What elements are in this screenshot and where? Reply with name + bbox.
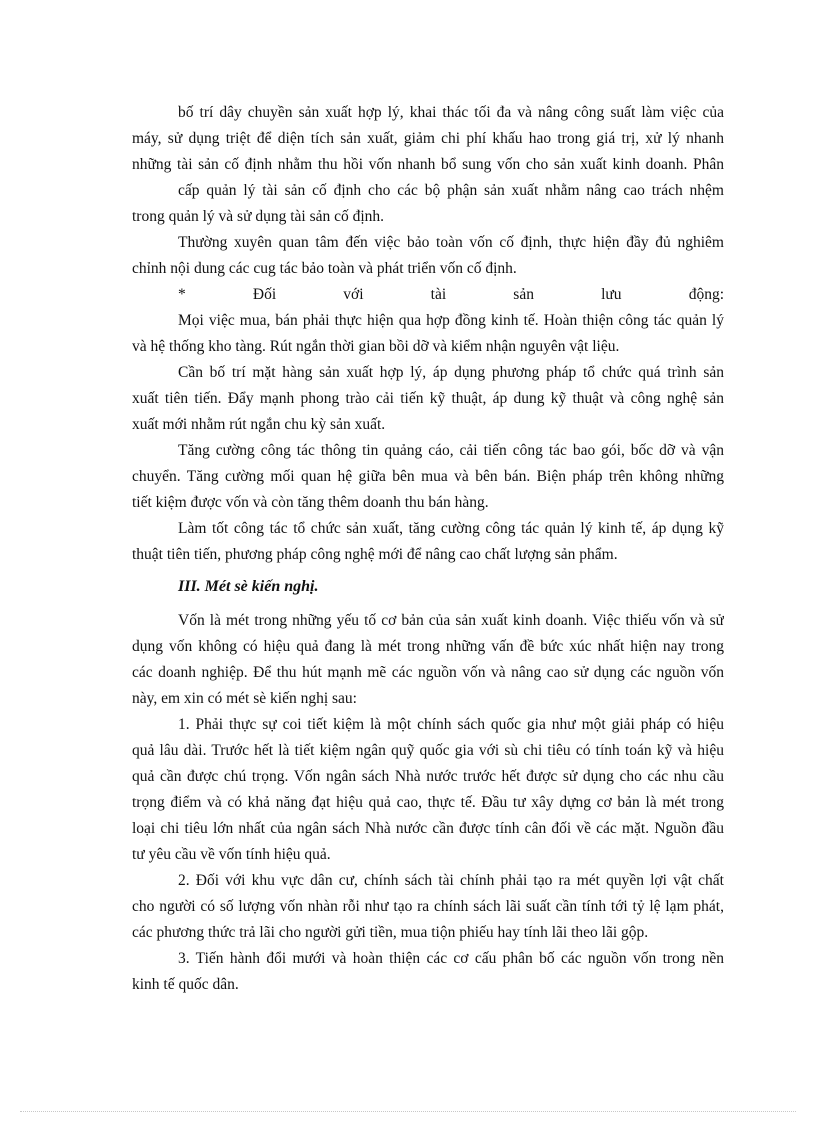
text-line: 3. Tiến hành đổi mưới và hoàn thiện các cơ cấu phân bố các nguồn vốn trong nền bbox=[178, 950, 724, 967]
text-line: Thường xuyên quan tâm đến việc bảo toàn vốn cố định, thực hiện đầy đủ nghiêm bbox=[178, 234, 724, 251]
text-line: kinh tế quốc dân. bbox=[132, 976, 239, 993]
text-line: trọng điểm và có khả năng đạt hiệu quả cao, thực tế. Đầu tư xây dựng cơ bản là mét trong bbox=[132, 794, 724, 811]
text-line: quả cần được chú trọng. Vốn ngân sách Nhà nước trước hết được sử dụng cho các nhu cầu bbox=[132, 768, 724, 785]
text-line: dụng vốn không có hiệu quả đang là mét trong những vấn đề bức xúc nhất hiện nay trong bbox=[132, 638, 724, 655]
text-line: những tài sản cố định nhằm thu hồi vốn nhanh bổ sung vốn cho sản xuất kinh doanh. Phân bbox=[132, 156, 724, 173]
text-line: xuất mới nhằm rút ngắn chu kỳ sản xuất. bbox=[132, 416, 386, 433]
text-line: các doanh nghiệp. Để thu hút mạnh mẽ các nguồn vốn và nâng cao sử dụng các nguồn vốn bbox=[132, 664, 724, 681]
text-line: tư yêu cầu về vốn tính hiệu quả. bbox=[132, 846, 331, 863]
text-line: xuất tiên tiến. Đẩy mạnh phong trào cải tiến kỹ thuật, áp dung kỹ thuật và công nghệ sản bbox=[132, 390, 724, 407]
text-line: loại chi tiêu lớn nhất của ngân sách Nhà nước cần được tính cân đối về các mặt. Nguồn đầu bbox=[132, 820, 724, 837]
text-line: trong quản lý và sử dụng tài sản cố định. bbox=[132, 208, 385, 225]
text-line: máy, sử dụng triệt để diện tích sản xuất, giảm chi phí khấu hao trong giá trị, xử lý nhanh bbox=[132, 130, 724, 147]
text-line: chỉnh nội dung các cug tác bảo toàn và phát triển vốn cố định. bbox=[132, 260, 517, 277]
text-line: 2. Đối với khu vực dân cư, chính sách tài chính phải tạo ra mét quyền lợi vật chất bbox=[178, 872, 724, 889]
text-line: quả lâu dài. Trước hết là tiết kiệm ngân quỹ quốc gia với sù chi tiêu có tính toán kỹ và hiệu bbox=[132, 742, 724, 759]
text-line: các phương thức trả lãi cho người gửi tiền, mua tiộn phiếu hay tính lãi theo lãi gộp. bbox=[132, 924, 649, 941]
text-line: cấp quản lý tài sản cố định cho các bộ phận sản xuất nhằm nâng cao trách nhệm bbox=[178, 182, 724, 199]
text-line: * Đối với tài sản lưu động: bbox=[178, 286, 724, 303]
text-line: Cần bố trí mặt hàng sản xuất hợp lý, áp dụng phương pháp tổ chức quá trình sản bbox=[178, 364, 724, 381]
page-bottom-divider bbox=[20, 1111, 796, 1112]
text-line: này, em xin có mét sè kiến nghị sau: bbox=[132, 690, 357, 707]
text-line: chuyển. Tăng cường mối quan hệ giữa bên mua và bên bán. Biện pháp trên không những bbox=[132, 468, 724, 485]
text-line: Làm tốt công tác tổ chức sản xuất, tăng cường công tác quản lý kinh tế, áp dụng kỹ bbox=[178, 520, 724, 537]
text-line: Tăng cường công tác thông tin quảng cáo, cải tiến công tác bao gói, bốc dỡ và vận bbox=[178, 442, 724, 459]
text-line: bố trí dây chuyền sản xuất hợp lý, khai thác tối đa và nâng công suất làm việc của bbox=[178, 104, 724, 121]
text-line: Mọi việc mua, bán phải thực hiện qua hợp đồng kinh tế. Hoàn thiện công tác quản lý bbox=[178, 312, 724, 329]
text-line: cho người có số lượng vốn nhàn rỗi như tạo ra chính sách lãi suất cần tính tới tỷ lệ lạm phát, bbox=[132, 898, 724, 915]
text-line: Vốn là mét trong những yếu tố cơ bản của sản xuất kinh doanh. Việc thiếu vốn và sử bbox=[178, 612, 724, 629]
text-line: thuật tiên tiến, phương pháp công nghệ mới để nâng cao chất lượng sản phẩm. bbox=[132, 546, 618, 563]
text-line: tiết kiệm được vốn và còn tăng thêm doanh thu bán hàng. bbox=[132, 494, 489, 511]
text-line: và hệ thống kho tàng. Rút ngắn thời gian bồi dỡ và kiểm nhận nguyên vật liệu. bbox=[132, 338, 620, 355]
section-heading: III. Mét sè kiến nghị. bbox=[178, 578, 319, 595]
text-line: 1. Phải thực sự coi tiết kiệm là một chính sách quốc gia như một giải pháp có hiệu bbox=[178, 716, 724, 733]
